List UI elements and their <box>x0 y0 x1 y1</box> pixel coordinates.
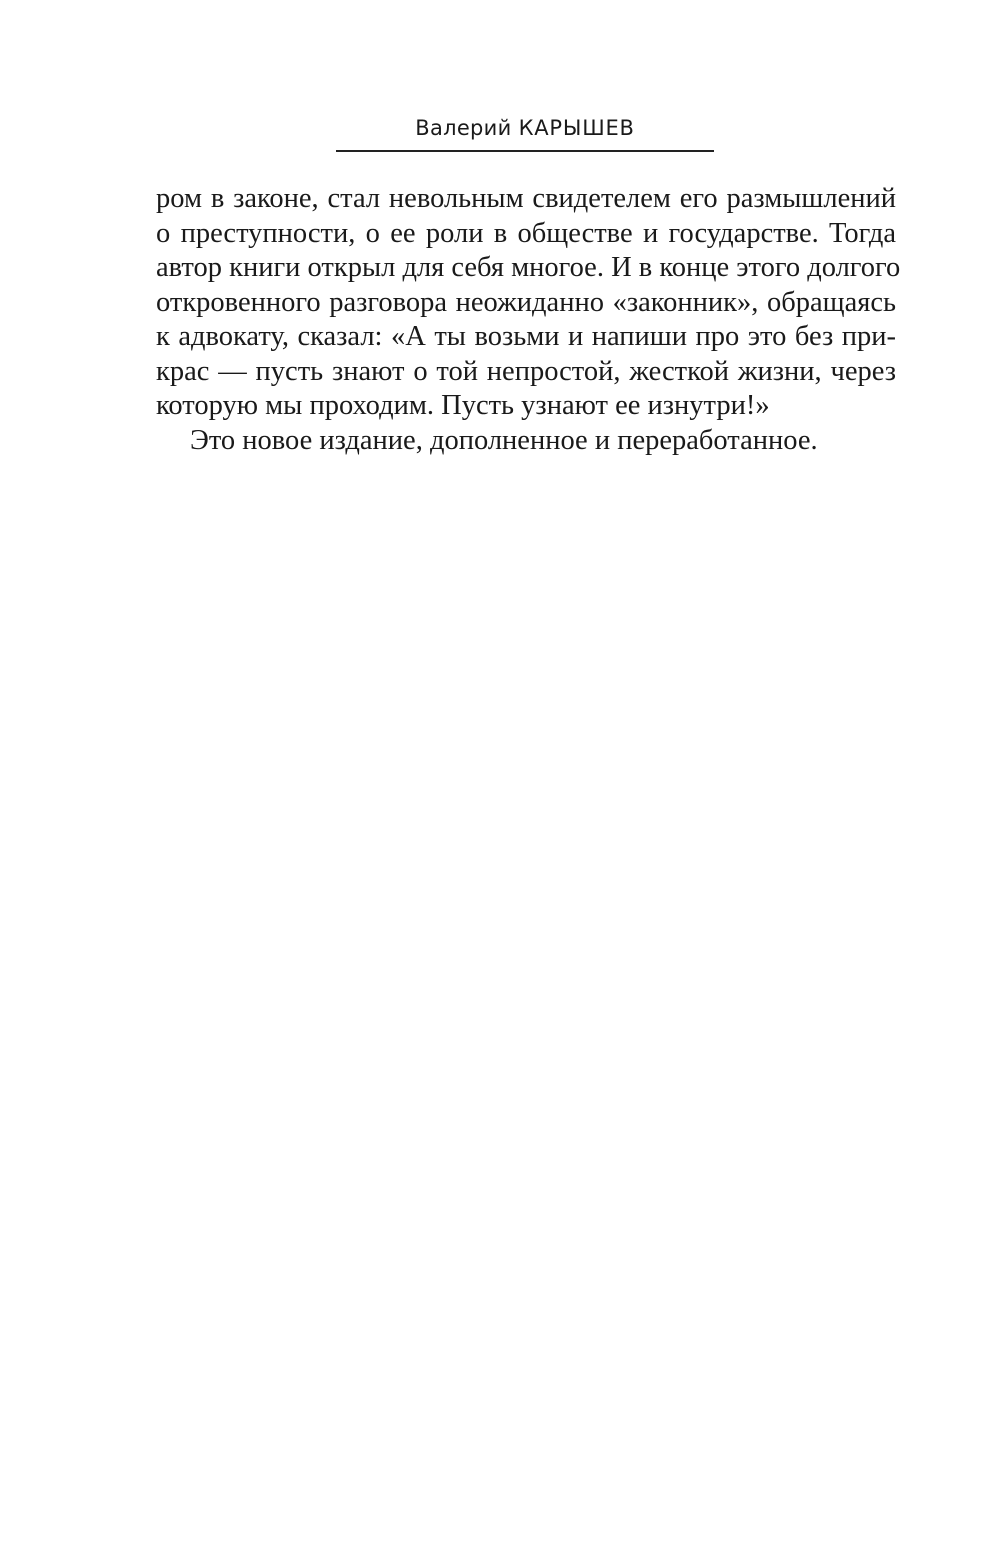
running-head-author <box>336 116 714 140</box>
text-line: крас — пусть знают о той непростой, жесткой жизни, через <box>156 355 896 387</box>
text-line: автор книги открыл для себя многое. И в конце этого долгого <box>156 252 901 283</box>
author-first-name: Валерий <box>415 116 512 140</box>
text-line: откровенного разговора неожиданно «законник», обращаясь <box>156 286 896 318</box>
body-text <box>156 182 901 458</box>
text-line: к адвокату, сказал: «А ты возьми и напиши про это без при- <box>156 321 896 352</box>
text-line: которую мы проходим. Пусть узнают ее изнутри!» <box>156 390 770 421</box>
running-head <box>336 112 714 152</box>
text-line: ром в законе, стал невольным свидетелем его размышлений <box>156 183 896 214</box>
author-last-name: КАРЫШЕВ <box>518 116 635 140</box>
text-line-paragraph-start: Это новое издание, дополненное и переработанное. <box>190 424 818 456</box>
text-line: о преступности, о ее роли в обществе и государстве. Тогда <box>156 217 896 249</box>
